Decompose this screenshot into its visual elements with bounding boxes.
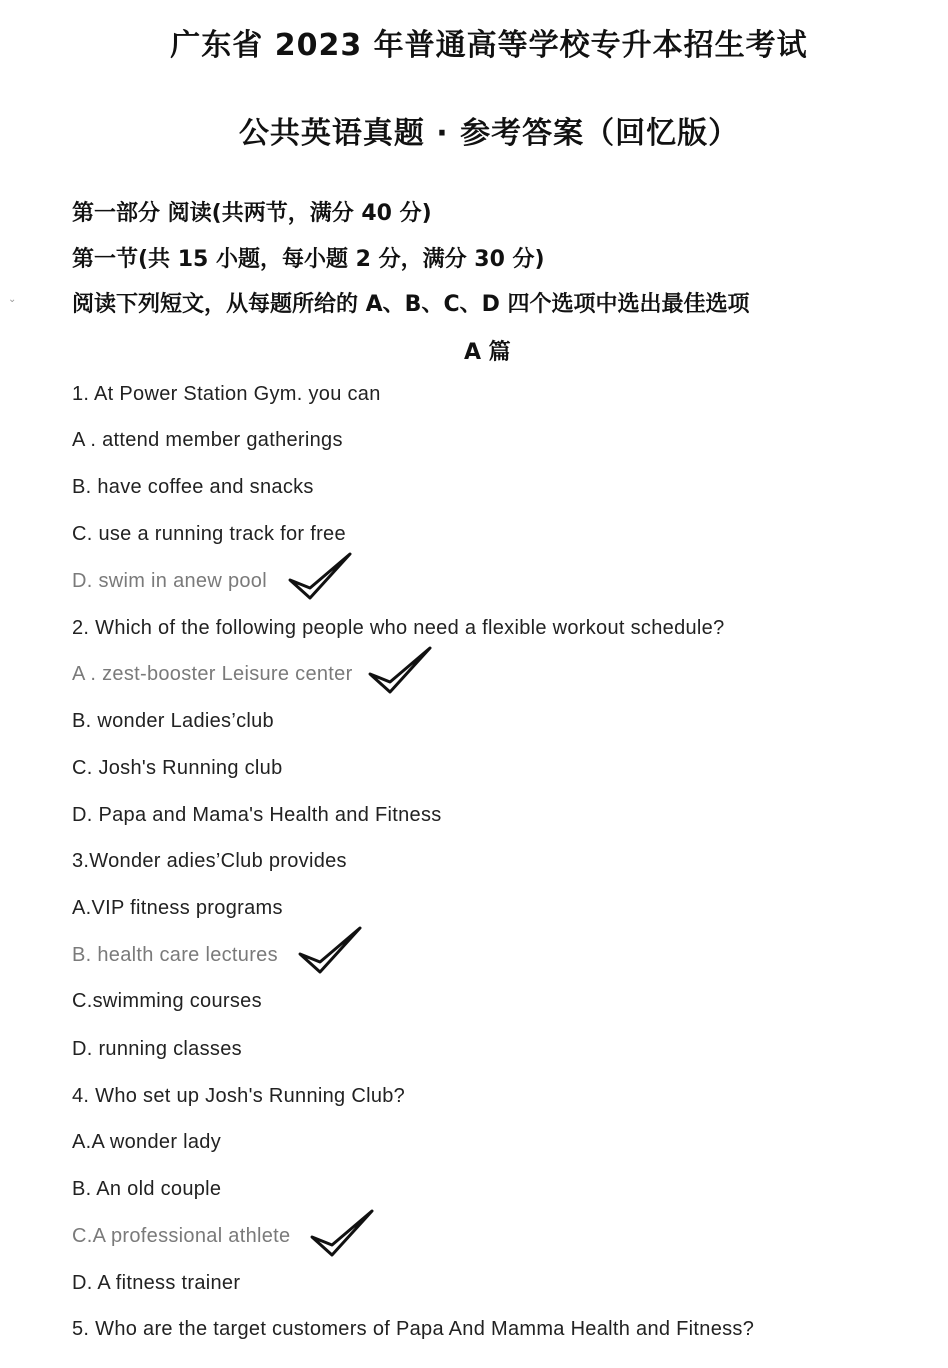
question-stem: 1. At Power Station Gym. you can <box>72 383 381 405</box>
instruction-text: 阅读下列短文，从每题所给的 A、B、C、D 四个选项中选出最佳选项 <box>72 292 750 317</box>
checkmark-icon <box>310 1207 374 1259</box>
option: B. wonder Ladies’club <box>72 710 274 732</box>
checkmark-icon <box>368 644 432 696</box>
question-stem: 3.Wonder adies’Club provides <box>72 850 347 872</box>
option: A . attend member gatherings <box>72 429 343 451</box>
section-heading: 第一节(共 15 小题，每小题 2 分，满分 30 分) <box>72 247 545 272</box>
page-subtitle: 公共英语真题 · 参考答案（回忆版） <box>238 116 740 151</box>
option-correct: C.A professional athlete <box>72 1225 291 1247</box>
page-title: 广东省 2023 年普通高等学校专升本招生考试 <box>170 28 808 63</box>
question-stem: 2. Which of the following people who need a flexible workout schedule? <box>72 617 725 639</box>
option-correct: A . zest-booster Leisure center <box>72 663 353 685</box>
option: B. have coffee and snacks <box>72 476 314 498</box>
part-heading: 第一部分 阅读(共两节，满分 40 分) <box>72 201 432 226</box>
option: D. running classes <box>72 1038 242 1060</box>
option: A.VIP fitness programs <box>72 897 283 919</box>
checkmark-icon <box>298 924 362 976</box>
passage-label: A 篇 <box>464 340 511 365</box>
option: C. Josh's Running club <box>72 757 283 779</box>
option: C. use a running track for free <box>72 523 346 545</box>
option-correct: D. swim in anew pool <box>72 570 267 592</box>
option-correct: B. health care lectures <box>72 944 278 966</box>
option: A.A wonder lady <box>72 1131 222 1153</box>
chevron-down-icon: ⌄ <box>8 294 17 305</box>
option: D. Papa and Mama's Health and Fitness <box>72 804 442 826</box>
checkmark-icon <box>288 550 352 602</box>
question-stem: 4. Who set up Josh's Running Club? <box>72 1085 406 1107</box>
question-stem: 5. Who are the target customers of Papa And Mamma Health and Fitness? <box>72 1318 755 1340</box>
option: B. An old couple <box>72 1178 222 1200</box>
option: D. A fitness trainer <box>72 1272 241 1294</box>
option: C.swimming courses <box>72 990 262 1012</box>
